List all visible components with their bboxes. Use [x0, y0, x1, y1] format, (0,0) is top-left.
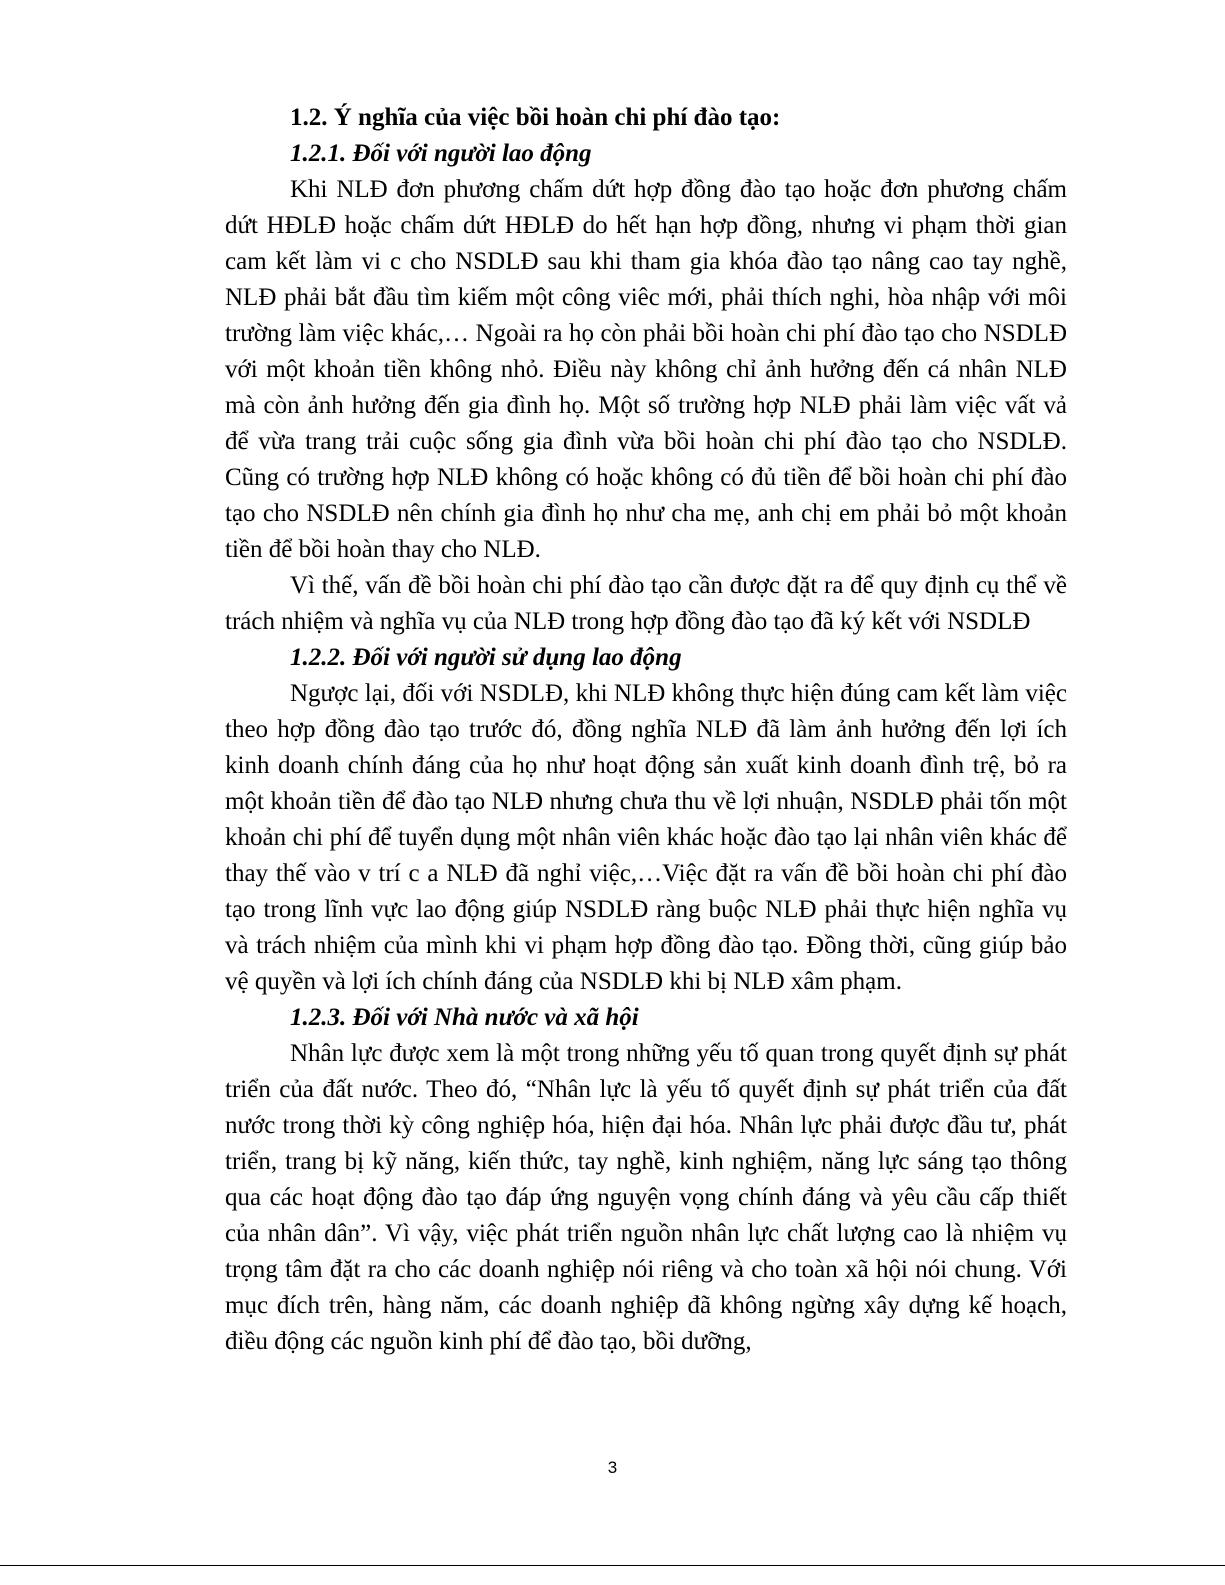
bottom-divider — [0, 1565, 1225, 1566]
document-page — [225, 100, 1067, 1360]
paragraph: Nhân lực được xem là một trong những yếu tố quan trong quyết định sự phát triển của đất nước. Theo đó, “Nhân lực là yếu tố quyết định sự phát triển của đất nước trong thời kỳ công nghiệp hóa, hiện đại hóa. Nhân lực phải được đầu tư, phát triển, trang bị kỹ năng, kiến thức, tay nghề, kinh nghiệm, năng lực sáng tạo thông qua các hoạt động đào tạo đáp ứng nguyện vọng chính đáng và yêu cầu cấp thiết của nhân dân”. Vì vậy, việc phát triển nguồn nhân lực chất lượng cao là nhiệm vụ trọng tâm đặt ra cho các doanh nghiệp nói riêng và cho toàn xã hội nói chung. Với mục đích trên, hàng năm, các doanh nghiệp đã không ngừng xây dựng kế hoạch, điều động các nguồn kinh phí để đào tạo, bồi dưỡng, — [225, 1040, 1067, 1355]
subsection-title-1-2-1: 1.2.1. Đối với người lao động — [290, 140, 592, 167]
page-number: 3 — [607, 1458, 618, 1477]
subsection-title-1-2-3: 1.2.3. Đối với Nhà nước và xã hội — [290, 1004, 639, 1031]
paragraph: Vì thế, vấn đề bồi hoàn chi phí đào tạo cần được đặt ra để quy định cụ thể về trách nhiệm và nghĩa vụ của NLĐ trong hợp đồng đào tạo đã ký kết với NSDLĐ — [225, 572, 1067, 635]
paragraph: Ngược lại, đối với NSDLĐ, khi NLĐ không thực hiện đúng cam kết làm việc theo hợp đồng đào tạo trước đó, đồng nghĩa NLĐ đã làm ảnh hưởng đến lợi ích kinh doanh chính đáng của họ như hoạt động sản xuất kinh doanh đình trệ, bỏ ra một khoản tiền để đào tạo NLĐ nhưng chưa thu về lợi nhuận, NSDLĐ phải tốn một khoản chi phí để tuyển dụng một nhân viên khác hoặc đào tạo lại nhân viên khác để thay thế vào v trí c a NLĐ đã nghỉ việc,…Việc đặt ra vấn đề bồi hoàn chi phí đào tạo trong lĩnh vực lao động giúp NSDLĐ ràng buộc NLĐ phải thực hiện nghĩa vụ và trách nhiệm của mình khi vi phạm hợp đồng đào tạo. Đồng thời, cũng giúp bảo vệ quyền và lợi ích chính đáng của NSDLĐ khi bị NLĐ xâm phạm. — [225, 680, 1067, 995]
paragraph: Khi NLĐ đơn phương chấm dứt hợp đồng đào tạo hoặc đơn phương chấm dứt HĐLĐ hoặc chấm dứt HĐLĐ do hết hạn hợp đồng, nhưng vi phạm thời gian cam kết làm vi c cho NSDLĐ sau khi tham gia khóa đào tạo nâng cao tay nghề, NLĐ phải bắt đầu tìm kiếm một công viêc mới, phải thích nghi, hòa nhập với môi trường làm việc khác,… Ngoài ra họ còn phải bồi hoàn chi phí đào tạo cho NSDLĐ với một khoản tiền không nhỏ. Điều này không chỉ ảnh hưởng đến cá nhân NLĐ mà còn ảnh hưởng đến gia đình họ. Một số trường hợp NLĐ phải làm việc vất vả để vừa trang trải cuộc sống gia đình vừa bồi hoàn chi phí đào tạo cho NSDLĐ. Cũng có trường hợp NLĐ không có hoặc không có đủ tiền để bồi hoàn chi phí đào tạo cho NSDLĐ nên chính gia đình họ như cha mẹ, anh chị em phải bỏ một khoản tiền để bồi hoàn thay cho NLĐ. — [225, 176, 1067, 563]
subsection-title-1-2-2: 1.2.2. Đối với người sử dụng lao động — [290, 644, 682, 671]
section-heading: 1.2. Ý nghĩa của việc bồi hoàn chi phí đào tạo: — [290, 104, 781, 131]
